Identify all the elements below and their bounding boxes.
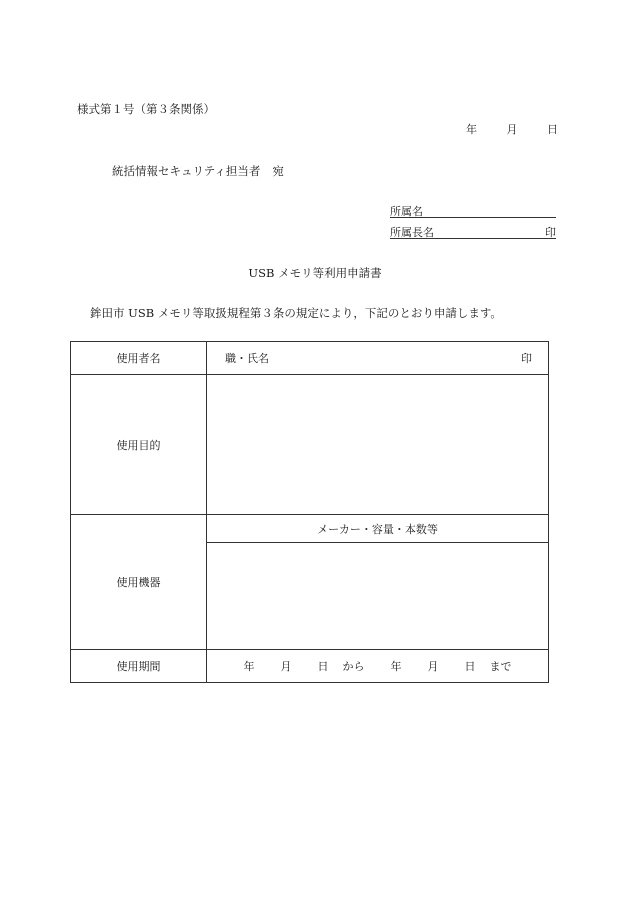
device-header-row xyxy=(71,515,549,543)
date-month: 月 xyxy=(506,123,518,136)
device-field[interactable] xyxy=(207,543,549,650)
period-row xyxy=(71,650,549,683)
department-head-label: 所属長名 xyxy=(390,226,434,239)
user-seal-mark: 印 xyxy=(521,352,532,365)
application-statement: 鉾田市 USB メモリ等取扱規程第３条の規定により，下記のとおり申請します。 xyxy=(90,306,502,320)
period-start-year: 年 xyxy=(243,660,255,673)
period-end-day: 日 xyxy=(464,660,476,673)
user-field-label: 職・氏名 xyxy=(225,352,269,365)
purpose-label: 使用目的 xyxy=(71,375,207,515)
affiliation-label: 所属名 xyxy=(390,205,423,218)
period-start-month: 月 xyxy=(280,660,292,673)
device-label: 使用機器 xyxy=(71,515,207,650)
addressee-name: 統括情報セキュリティ担当者 xyxy=(112,164,261,178)
date-day: 日 xyxy=(547,123,558,136)
department-head-field[interactable] xyxy=(390,224,556,239)
head-seal-mark: 印 xyxy=(545,226,556,239)
period-field[interactable] xyxy=(207,650,549,683)
user-name-field[interactable] xyxy=(207,342,549,375)
period-end-month: 月 xyxy=(427,660,439,673)
date-line xyxy=(466,121,558,137)
user-label: 使用者名 xyxy=(71,342,207,375)
purpose-field[interactable] xyxy=(207,375,549,515)
document-title: USB メモリ等利用申請書 xyxy=(248,266,382,280)
period-to: まで xyxy=(489,660,512,673)
period-end-year: 年 xyxy=(390,660,402,673)
user-row xyxy=(71,342,549,375)
addressee xyxy=(112,163,284,179)
application-table xyxy=(70,341,549,683)
period-from: から xyxy=(342,660,365,673)
affiliation-field[interactable] xyxy=(390,203,556,218)
period-label: 使用期間 xyxy=(71,650,207,683)
purpose-row xyxy=(71,375,549,515)
device-header: メーカー・容量・本数等 xyxy=(207,515,549,543)
form-number: 様式第１号（第３条関係） xyxy=(77,102,215,116)
period-start-day: 日 xyxy=(317,660,329,673)
addressee-suffix: 宛 xyxy=(272,164,284,178)
date-year: 年 xyxy=(466,123,477,136)
